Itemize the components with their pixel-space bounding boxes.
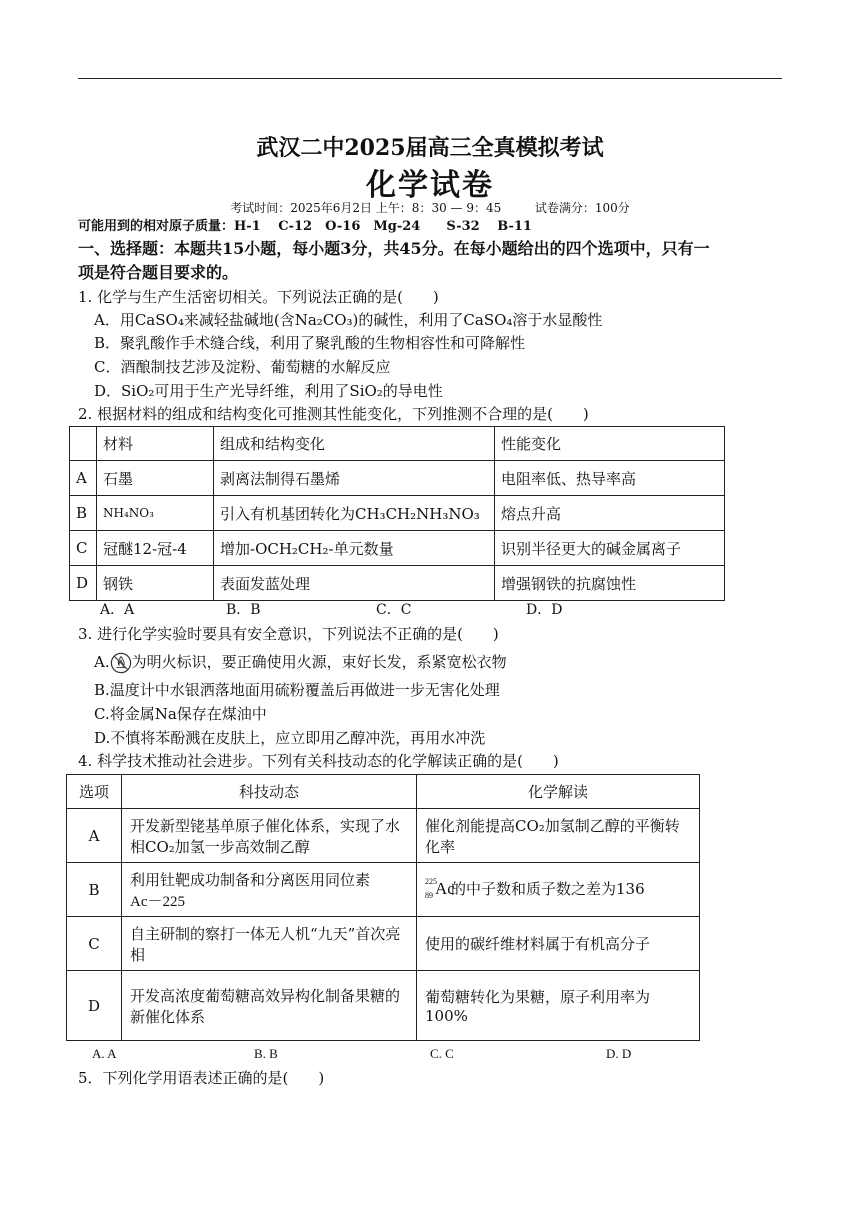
exam-info — [0, 199, 860, 216]
table-cell: 熔点升高 — [495, 496, 725, 531]
q2-option-c: C．C — [376, 602, 412, 618]
table-cell: C — [70, 531, 97, 566]
open-flame-icon — [110, 652, 132, 674]
table-cell: B — [67, 863, 122, 917]
table-cell: 钢铁 — [97, 566, 214, 601]
section1-line2: 项是符合题目要求的。 — [78, 263, 239, 282]
table-cell: 电阻率低、热导率高 — [495, 461, 725, 496]
q2-option-b: B．B — [226, 602, 261, 618]
table-cell: 催化剂能提高CO₂加氢制乙醇的平衡转化率 — [417, 809, 700, 863]
q3-option-a — [94, 651, 507, 674]
table-row — [67, 775, 700, 809]
q4-options — [92, 1043, 631, 1065]
table-cell: NH₄NO₃ — [97, 496, 214, 531]
exam-time: 考试时间：2025年6月2日 上午：8：30 — 9：45 — [230, 201, 502, 215]
table-cell: A — [67, 809, 122, 863]
q3-option-b: B.温度计中水银洒落地面用硫粉覆盖后再做进一步无害化处理 — [94, 681, 500, 699]
isotope-mass: 225 — [425, 877, 437, 886]
q2-option-a: A．A — [100, 602, 135, 618]
q2-table — [69, 426, 725, 601]
q4-stem: 4. 科学技术推动社会进步。下列有关科技动态的化学解读正确的是( ) — [78, 752, 559, 770]
subject-title: 化学试卷 — [366, 168, 494, 203]
table-cell: 使用的碳纤维材料属于有机高分子 — [417, 917, 700, 971]
table-cell: 冠醚12-冠-4 — [97, 531, 214, 566]
q4-option-b: B. B — [254, 1046, 278, 1061]
isotope-symbol: Ac — [435, 879, 455, 898]
q2-stem: 2. 根据材料的组成和结构变化可推测其性能变化，下列推测不合理的是( ) — [78, 405, 589, 423]
header-rule — [78, 78, 782, 79]
q2-options — [100, 599, 562, 621]
table-row — [67, 809, 700, 863]
table-cell: 引入有机基团转化为CH₃CH₂NH₃NO₃ — [214, 496, 495, 531]
table-cell — [417, 863, 700, 917]
table-row — [67, 863, 700, 917]
table-row — [70, 496, 725, 531]
table-cell: D — [70, 566, 97, 601]
table-cell: 增强钢铁的抗腐蚀性 — [495, 566, 725, 601]
table-cell: 识别半径更大的碱金属离子 — [495, 531, 725, 566]
section1-line1: 一、选择题：本题共15小题，每小题3分，共45分。在每小题给出的四个选项中，只有一 — [78, 239, 710, 258]
table-cell: 葡萄糖转化为果糖，原子利用率为100% — [417, 971, 700, 1041]
q4-table — [66, 774, 700, 1041]
q4-option-c: C. C — [430, 1046, 454, 1061]
table-row — [70, 461, 725, 496]
table-cell — [122, 863, 417, 917]
table-cell: 科技动态 — [122, 775, 417, 809]
table-cell: 剥离法制得石墨烯 — [214, 461, 495, 496]
table-cell: D — [67, 971, 122, 1041]
q4-b-reading: 的中子数和质子数之差为136 — [451, 880, 645, 898]
q3-option-d: D.不慎将苯酚溅在皮肤上，应立即用乙醇冲洗，再用水冲洗 — [94, 729, 486, 747]
table-cell: 化学解读 — [417, 775, 700, 809]
table-row — [70, 531, 725, 566]
table-cell: 开发高浓度葡萄糖高效异构化制备果糖的新催化体系 — [122, 971, 417, 1041]
q1-option-c: C．酒酿制技艺涉及淀粉、葡萄糖的水解反应 — [94, 358, 391, 376]
table-cell: 性能变化 — [495, 427, 725, 461]
table-cell: 组成和结构变化 — [214, 427, 495, 461]
q4-option-a: A. A — [92, 1046, 117, 1061]
q5-stem: 5．下列化学用语表述正确的是( ) — [78, 1069, 325, 1087]
q3-option-a-text: 为明火标识，要正确使用火源，束好长发，系紧宽松衣物 — [131, 653, 507, 671]
q4-b-isotope-label: Ac－225 — [130, 893, 185, 910]
q3-stem: 3. 进行化学实验时要具有安全意识，下列说法不正确的是( ) — [78, 625, 499, 643]
full-score: 试卷满分：100分 — [534, 201, 630, 215]
table-cell: 增加-OCH₂CH₂-单元数量 — [214, 531, 495, 566]
q4-b-text: 利用钍靶成功制备和分离医用同位素 — [130, 870, 371, 889]
table-cell: B — [70, 496, 97, 531]
table-cell: 自主研制的察打一体无人机“九天”首次亮相 — [122, 917, 417, 971]
exam-title: 武汉二中2025届高三全真模拟考试 — [256, 135, 604, 161]
q1-stem: 1. 化学与生产生活密切相关。下列说法正确的是( ) — [78, 288, 439, 306]
q3-option-c: C.将金属Na保存在煤油中 — [94, 705, 267, 723]
isotope-z: 89 — [425, 891, 433, 900]
table-row — [67, 917, 700, 971]
q1-option-b: B．聚乳酸作手术缝合线，利用了聚乳酸的生物相容性和可降解性 — [94, 334, 526, 352]
table-cell — [70, 427, 97, 461]
q2-option-d: D．D — [526, 602, 563, 618]
table-row — [67, 971, 700, 1041]
table-cell: C — [67, 917, 122, 971]
table-cell: 表面发蓝处理 — [214, 566, 495, 601]
table-cell: 选项 — [67, 775, 122, 809]
atomic-mass-line: 可能用到的相对原子质量：H-1 C-12 O-16 Mg-24 S-32 B-11 — [78, 219, 532, 234]
table-cell: 材料 — [97, 427, 214, 461]
q3-option-a-prefix: A. — [94, 653, 110, 671]
q1-option-a: A．用CaSO₄来减轻盐碱地(含Na₂CO₃)的碱性，利用了CaSO₄溶于水显酸性 — [94, 311, 603, 329]
table-cell: A — [70, 461, 97, 496]
table-row — [70, 566, 725, 601]
table-row — [70, 427, 725, 461]
isotope-notation — [425, 877, 455, 901]
q4-option-d: D. D — [606, 1046, 632, 1061]
table-cell: 开发新型铑基单原子催化体系，实现了水相CO₂加氢一步高效制乙醇 — [122, 809, 417, 863]
q1-option-d: D．SiO₂可用于生产光导纤维，利用了SiO₂的导电性 — [94, 382, 443, 400]
table-cell: 石墨 — [97, 461, 214, 496]
